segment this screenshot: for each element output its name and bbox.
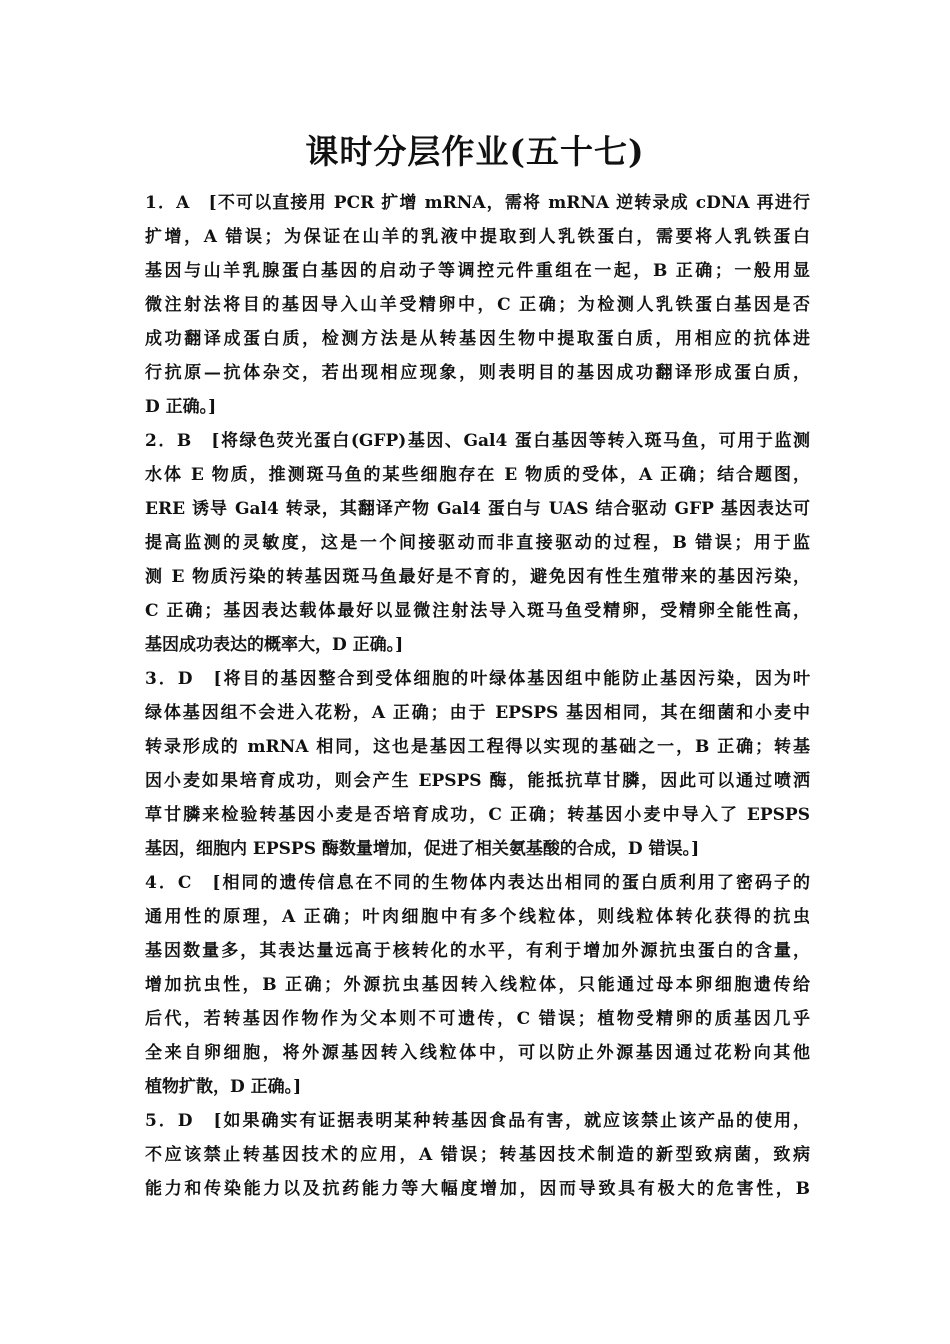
answer-line: 4．C [相同的遗传信息在不同的生物体内表达出相同的蛋白质利用了密码子的 (145, 873, 810, 893)
answer-line: 1．A [不可以直接用 PCR 扩增 mRNA，需将 mRNA 逆转录成 cDNA 再进行 (145, 193, 810, 213)
answer-2 (145, 424, 810, 662)
page-title: 课时分层作业(五十七) (305, 132, 645, 171)
answer-3 (145, 662, 810, 866)
answer-line: ERE 诱导 Gal4 转录，其翻译产物 Gal4 蛋白与 UAS 结合驱动 GFP 基因表达可 (145, 499, 810, 519)
answer-line: 通用性的原理，A 正确；叶肉细胞中有多个线粒体，则线粒体转化获得的抗虫 (145, 907, 810, 927)
answer-line: D 正确。] (145, 397, 217, 417)
answer-5 (145, 1104, 810, 1206)
answer-line: 全来自卵细胞，将外源基因转入线粒体中，可以防止外源基因通过花粉向其他 (145, 1043, 810, 1063)
answer-line: 成功翻译成蛋白质，检测方法是从转基因生物中提取蛋白质，用相应的抗体进 (145, 329, 810, 349)
answer-line: 草甘膦来检验转基因小麦是否培育成功，C 正确；转基因小麦中导入了 EPSPS (145, 805, 810, 825)
answer-line: 2．B [将绿色荧光蛋白(GFP)基因、Gal4 蛋白基因等转入斑马鱼，可用于监测 (145, 431, 810, 451)
answer-line: 基因数量多，其表达量远高于核转化的水平，有利于增加外源抗虫蛋白的含量， (145, 941, 810, 961)
answer-line: 基因，细胞内 EPSPS 酶数量增加，促进了相关氨基酸的合成，D 错误。] (145, 839, 700, 859)
answer-line: 因小麦如果培育成功，则会产生 EPSPS 酶，能抵抗草甘膦，因此可以通过喷洒 (145, 771, 810, 791)
answer-line: 绿体基因组不会进入花粉，A 正确；由于 EPSPS 基因相同，其在细菌和小麦中 (145, 703, 810, 723)
answer-line: 测 E 物质污染的转基因斑马鱼最好是不育的，避免因有性生殖带来的基因污染， (145, 567, 810, 587)
answer-line: 提高监测的灵敏度，这是一个间接驱动而非直接驱动的过程，B 错误；用于监 (145, 533, 810, 553)
answer-line: 微注射法将目的基因导入山羊受精卵中，C 正确；为检测人乳铁蛋白基因是否 (145, 295, 810, 315)
answer-line: 能力和传染能力以及抗药能力等大幅度增加，因而导致具有极大的危害性，B (145, 1179, 810, 1199)
answer-line: 扩增，A 错误；为保证在山羊的乳液中提取到人乳铁蛋白，需要将人乳铁蛋白 (145, 227, 810, 247)
answer-list (145, 186, 810, 1206)
answer-line: 水体 E 物质，推测斑马鱼的某些细胞存在 E 物质的受体，A 正确；结合题图， (145, 465, 810, 485)
answer-4 (145, 866, 810, 1104)
answer-line: 增加抗虫性，B 正确；外源抗虫基因转入线粒体，只能通过母本卵细胞遗传给 (145, 975, 810, 995)
answer-line: C 正确；基因表达载体最好以显微注射法导入斑马鱼受精卵，受精卵全能性高， (145, 601, 810, 621)
answer-line: 转录形成的 mRNA 相同，这也是基因工程得以实现的基础之一，B 正确；转基 (145, 737, 810, 757)
answer-line: 基因成功表达的概率大，D 正确。] (145, 635, 404, 655)
answer-line: 3．D [将目的基因整合到受体细胞的叶绿体基因组中能防止基因污染，因为叶 (145, 669, 810, 689)
answer-line: 后代，若转基因作物作为父本则不可遗传，C 错误；植物受精卵的质基因几乎 (145, 1009, 810, 1029)
answer-1 (145, 186, 810, 424)
answer-line: 5．D [如果确实有证据表明某种转基因食品有害，就应该禁止该产品的使用， (145, 1111, 810, 1131)
answer-line: 植物扩散，D 正确。] (145, 1077, 302, 1097)
answer-line: 行抗原—抗体杂交，若出现相应现象，则表明目的基因成功翻译形成蛋白质， (145, 363, 810, 383)
answer-line: 不应该禁止转基因技术的应用，A 错误；转基因技术制造的新型致病菌，致病 (145, 1145, 810, 1165)
answer-line: 基因与山羊乳腺蛋白基因的启动子等调控元件重组在一起，B 正确；一般用显 (145, 261, 810, 281)
